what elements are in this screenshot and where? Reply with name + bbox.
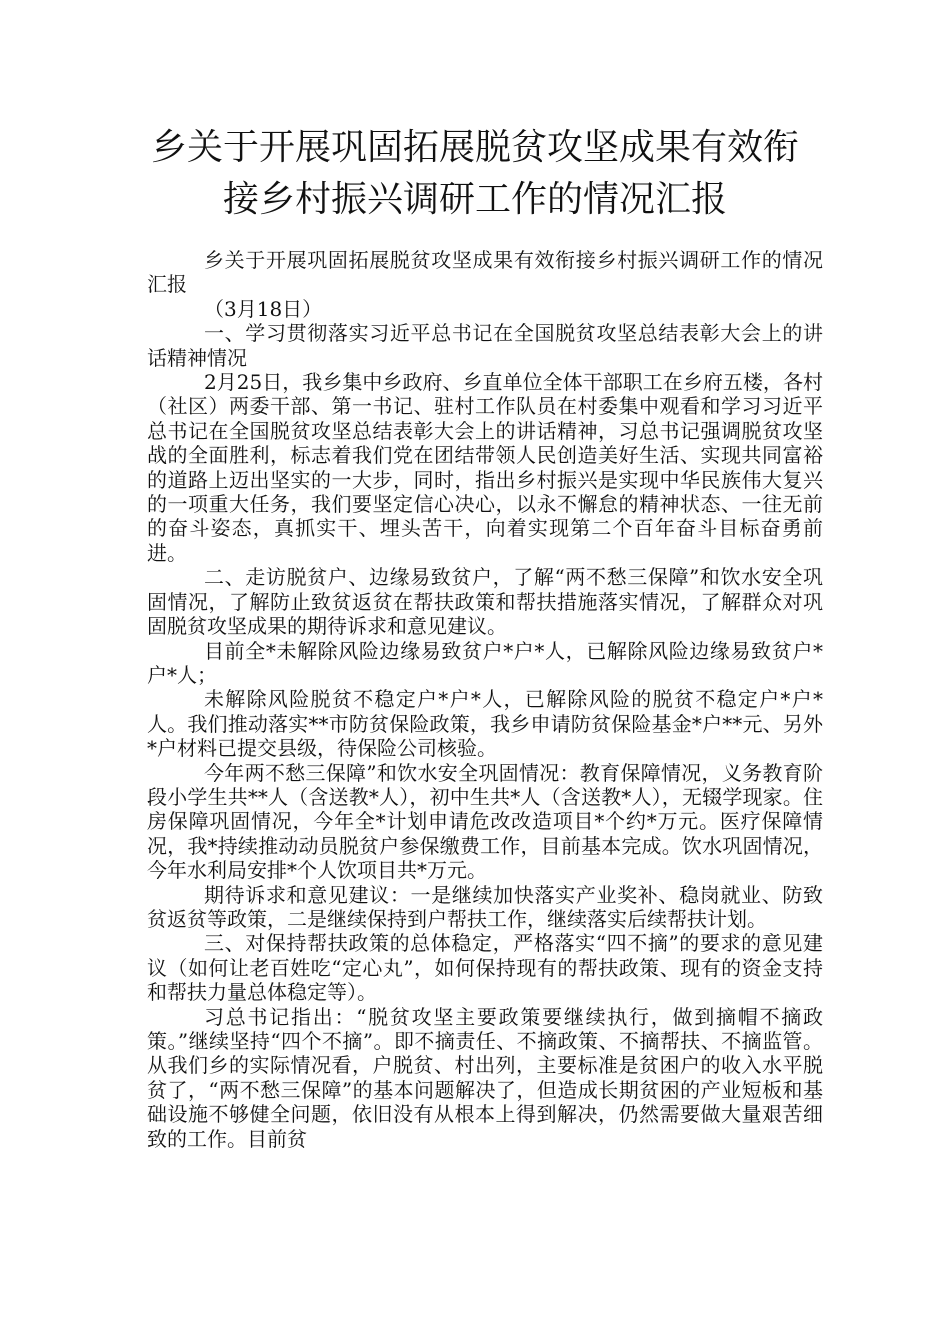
paragraph-section-2-heading: 二、走访脱贫户、边缘易致贫户，了解“两不愁三保障”和饮水安全巩固情况，了解防止致贫返贫在帮扶政策和帮扶措施落实情况，了解群众对巩固脱贫攻坚成果的期待诉求和意见建议。 xyxy=(147,565,823,639)
paragraph-unstable-households: 未解除风险脱贫不稳定户*户*人，已解除风险的脱贫不稳定户*户*人。我们推动落实**市防贫保险政策，我乡申请防贫保险基金*户**元、另外*户材料已提交县级，待保险公司核验。 xyxy=(147,687,823,761)
paragraph-section-3-body: 习总书记指出：“脱贫攻坚主要政策要继续执行，做到摘帽不摘政策。”继续坚持“四个不摘”。即不摘责任、不摘政策、不摘帮扶、不摘监管。从我们乡的实际情况看，户脱贫、村出列，主要标准是贫困户的收入水平脱贫了，“两不愁三保障”的基本问题解决了，但造成长期贫困的产业短板和基础设施不够健全问题，依旧没有从根本上得到解决，仍然需要做大量艰苦细致的工作。目前贫 xyxy=(147,1004,823,1151)
document-title xyxy=(120,122,830,226)
paragraph-guarantees: 今年两不愁三保障”和饮水安全巩固情况：教育保障情况，义务教育阶段小学生共**人（含送教*人），初中生共*人（含送教*人），无辍学现家。住房保障巩固情况，今年全*计划申请危改改造项目*个约*万元。医疗保障情况，我*持续推动动员脱贫户参保缴费工作，目前基本完成。饮水巩固情况，今年水利局安排*个人饮项目共*万元。 xyxy=(147,760,823,883)
paragraph-suggestions: 期待诉求和意见建议：一是继续加快落实产业奖补、稳岗就业、防致贫返贫等政策，二是继续保持到户帮扶工作，继续落实后续帮扶计划。 xyxy=(147,882,823,931)
paragraph-section-3-heading: 三、对保持帮扶政策的总体稳定，严格落实“四不摘”的要求的意见建议（如何让老百姓吃“定心丸”，如何保持现有的帮扶政策、现有的资金支持和帮扶力量总体稳定等）。 xyxy=(147,931,823,1005)
paragraph-date: （3月18日） xyxy=(204,296,323,321)
paragraph-section-1-body: 2月25日，我乡集中乡政府、乡直单位全体干部职工在乡府五楼，各村（社区）两委干部、第一书记、驻村工作队员在村委集中观看和学习习近平总书记在全国脱贫攻坚总结表彰大会上的讲话精神，习总书记强调脱贫攻坚战的全面胜利，标志着我们党在团结带领人民创造美好生活、实现共同富裕的道路上迈出坚实的一大步，同时，指出乡村振兴是实现中华民族伟大复兴的一项重大任务，我们要坚定信心决心，以永不懈怠的精神状态、一往无前的奋斗姿态，真抓实干、埋头苦干，向着实现第二个百年奋斗目标奋勇前进。 xyxy=(147,370,823,565)
paragraph-edge-households: 目前全*未解除风险边缘易致贫户*户*人，已解除风险边缘易致贫户*户*人； xyxy=(147,638,823,687)
document-body xyxy=(147,248,823,1151)
title-line-1: 乡关于开展巩固拓展脱贫攻坚成果有效衔 xyxy=(150,127,799,168)
paragraph-section-1-heading: 一、学习贯彻落实习近平总书记在全国脱贫攻坚总结表彰大会上的讲话精神情况 xyxy=(147,321,823,370)
paragraph-subtitle: 乡关于开展巩固拓展脱贫攻坚成果有效衔接乡村振兴调研工作的情况汇报 xyxy=(147,248,823,297)
title-line-2: 接乡村振兴调研工作的情况汇报 xyxy=(222,179,727,220)
